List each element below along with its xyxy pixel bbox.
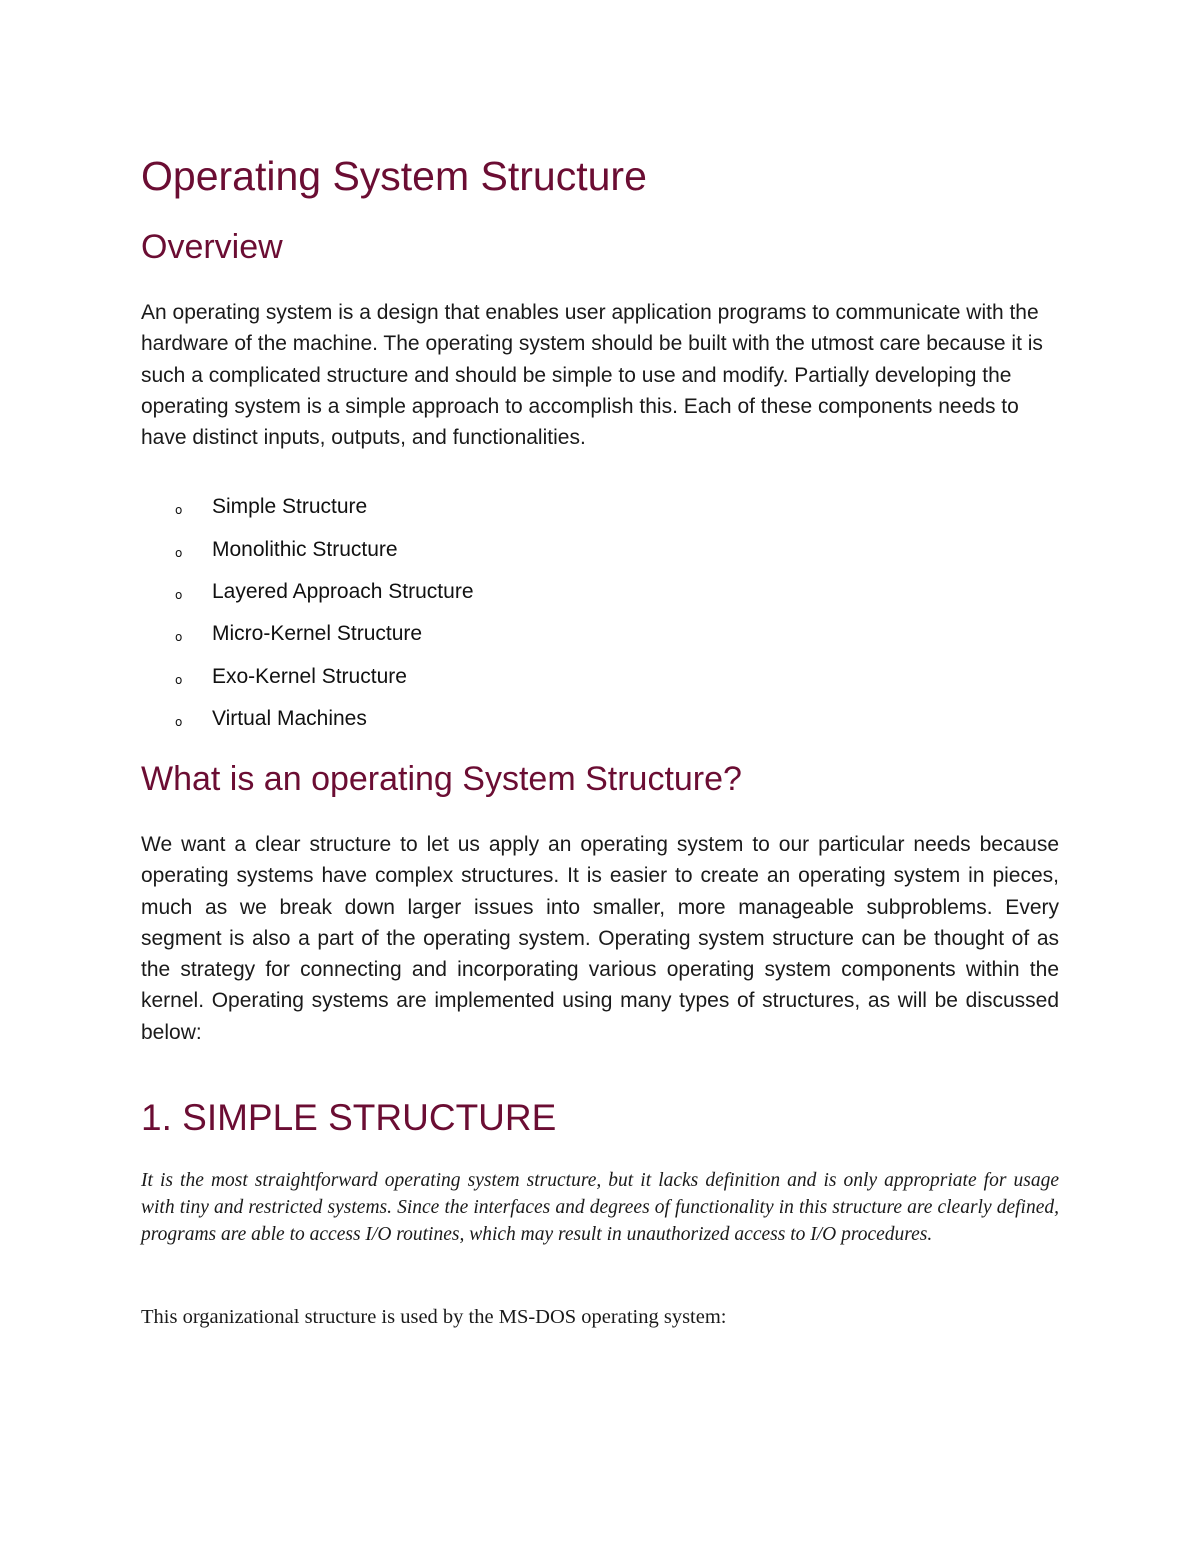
list-item-label: Monolithic Structure xyxy=(212,537,398,561)
list-item-label: Micro-Kernel Structure xyxy=(212,622,423,646)
list-item xyxy=(175,486,474,528)
simple-structure-description: It is the most straightforward operating system structure, but it lacks definition and is only appropriate for usage with tiny and restricted systems. Since the interfaces and degrees of functionality in this structure are clearly defined, programs are able to access I/O routines, which may result in unauthorized access to I/O procedures. xyxy=(141,1170,1059,1245)
circle-bullet-icon: o xyxy=(175,672,183,687)
list-item-label: Layered Approach Structure xyxy=(212,579,474,603)
list-item xyxy=(175,571,474,613)
what-is-paragraph: We want a clear structure to let us apply an operating system to our particular needs because operating systems have complex structures. It is easier to create an operating system in pieces, much as we break down larger issues into smaller, more manageable subproblems. Every segment is also a part of the operating system. Operating system structure can be thought of as the strategy for connecting and incorporating various operating system components within the kernel. Operating systems are implemented using many types of structures, as will be discussed below: xyxy=(141,833,1059,1044)
simple-structure-heading: 1. SIMPLE STRUCTURE xyxy=(141,1097,557,1138)
list-item-label: Exo-Kernel Structure xyxy=(212,664,407,688)
overview-paragraph: An operating system is a design that enables user application programs to communicate with the hardware of the machine. The operating system should be built with the utmost care because it is such a complicated structure and should be simple to use and modify. Partially developing the operating system is a simple approach to accomplish this. Each of these components needs to have distinct inputs, outputs, and functionalities. xyxy=(141,301,1043,450)
what-is-heading: What is an operating System Structure? xyxy=(141,760,742,798)
circle-bullet-icon: o xyxy=(175,630,183,645)
page-title: Operating System Structure xyxy=(141,153,647,199)
list-item xyxy=(175,613,474,655)
circle-bullet-icon: o xyxy=(175,715,183,730)
structure-list xyxy=(175,486,474,740)
list-item xyxy=(175,698,474,740)
circle-bullet-icon: o xyxy=(175,587,183,602)
overview-heading: Overview xyxy=(141,228,283,266)
circle-bullet-icon: o xyxy=(175,503,183,518)
list-item-label: Virtual Machines xyxy=(212,707,367,731)
list-item xyxy=(175,528,474,570)
msdos-paragraph: This organizational structure is used by the MS-DOS operating system: xyxy=(141,1306,727,1328)
circle-bullet-icon: o xyxy=(175,545,183,560)
list-item-label: Simple Structure xyxy=(212,495,368,519)
list-item xyxy=(175,656,474,698)
